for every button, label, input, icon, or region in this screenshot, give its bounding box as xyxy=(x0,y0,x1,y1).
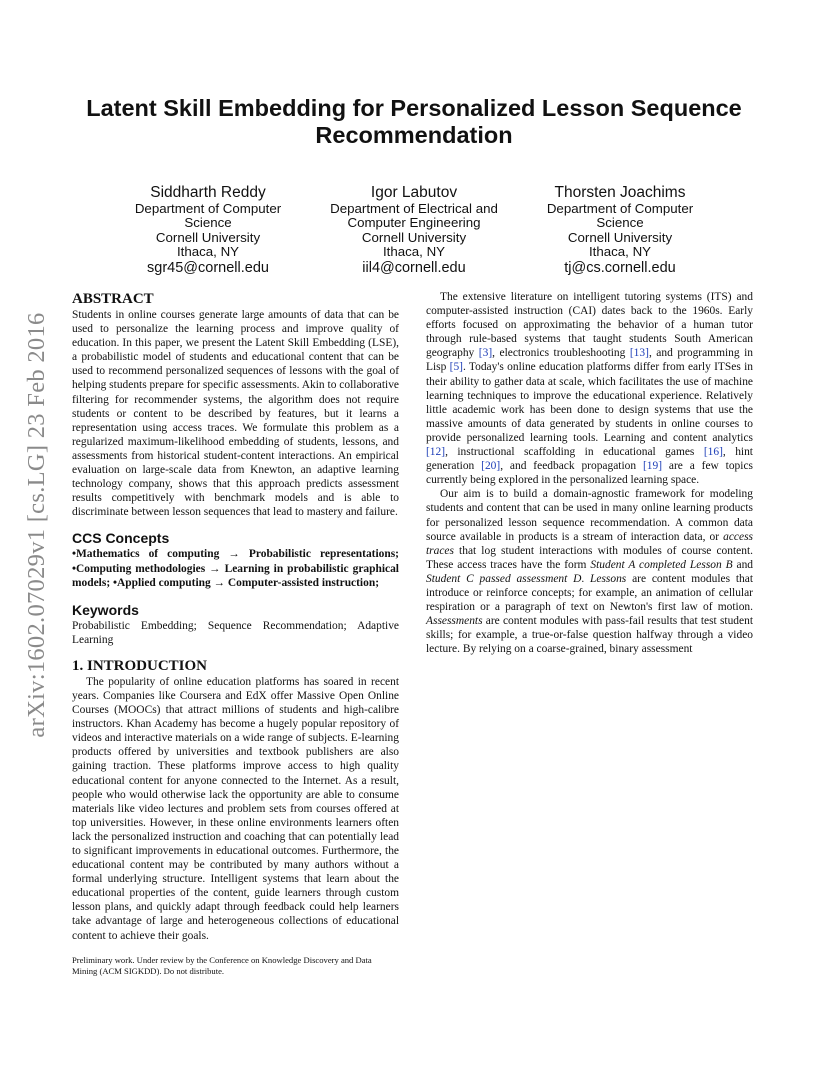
citation-link[interactable]: [3] xyxy=(478,347,493,360)
keywords-heading: Keywords xyxy=(72,601,139,618)
ccs-heading: CCS Concepts xyxy=(72,530,170,547)
ccs-text: •Mathematics of computing → Probabilistic representations; •Computing methodologies → Learning in probabilistic graphical models; •Applied computing → Computer-assisted instruction; xyxy=(72,548,399,589)
intro-paragraph-2: The extensive literature on intelligent tutoring systems (ITS) and computer-assisted instruction (CAI) dates back to the 1960s. Early efforts focused on approximating the behavior of a human tutor through rule-based systems that taught students South American geography [3], electronics troubleshooting [13], and programming in Lisp [5]. Today's online education platforms differ from early ITSes in their ability to gather data at scale, which facilitates the use of machine learning techniques to improve the educational experience. Relatively little academic work has been done to design systems that use the massive amounts of data generated by students in online courses to provide personalized learning tools. Learning and content analytics [12], instructional scaffolding in educational games [16], hint generation [20], and feedback propagation [19] are a few topics currently being explored in the personalized learning space. xyxy=(426,291,753,487)
author-1 xyxy=(110,184,306,276)
author-name: Igor Labutov xyxy=(370,184,458,201)
author-affiliation-line: Cornell University xyxy=(567,229,673,245)
right-column xyxy=(426,290,753,656)
footnote: Preliminary work. Under review by the Conference on Knowledge Discovery and Data Mining (ACM SIGKDD). Do not distribute. xyxy=(72,955,372,976)
citation-link[interactable]: [19] xyxy=(642,460,663,473)
abstract-heading: ABSTRACT xyxy=(72,291,154,307)
intro-paragraph-1: The popularity of online education platforms has soared in recent years. Companies like Coursera and EdX offer Massive Open Online Courses (MOOCs) that attract millions of students and high-calibre instructors. Khan Academy has become a hugely popular repository of videos and interactive materials on a wide range of subjects. E-learning products offered by universities and textbook publishers are also gaining traction. These platforms improve access to high quality educational content for anyone connected to the Internet. As a result, people who would otherwise lack the opportunity are able to consume materials like video lectures and problem sets from courses offered at top universities. However, in these online environments learners often lack the personalized instruction and coaching that can potentially lead to significant improvements in educational outcomes. Furthermore, the educational content may be contributed by many authors without a formal underlying structure. Intelligent systems that learn about the educational properties of the content, guide learners through custom lesson plans, and quickly adapt through feedback could help learners take advantage of large and heterogeneous collections of educational content to achieve their goals. xyxy=(72,675,399,942)
author-email: tj@cs.cornell.edu xyxy=(564,259,676,276)
author-2 xyxy=(316,184,512,276)
author-3 xyxy=(522,184,718,276)
left-column xyxy=(72,290,399,943)
author-affiliation-line: Science xyxy=(184,215,232,231)
paper-title: Latent Skill Embedding for Personalized Lesson Sequence Recommendation xyxy=(86,95,742,148)
citation-link[interactable]: [12] xyxy=(426,446,446,459)
author-affiliation-line: Department of Computer xyxy=(134,201,282,216)
author-name: Siddharth Reddy xyxy=(150,184,266,201)
author-affiliation-line: Department of Electrical and xyxy=(330,201,498,216)
author-affiliation-line: Cornell University xyxy=(361,229,467,245)
citation-link[interactable]: [20] xyxy=(481,460,501,473)
author-name: Thorsten Joachims xyxy=(554,184,686,201)
intro-paragraph-3: Our aim is to build a domain-agnostic framework for modeling students and content that can be used in many online learning products for personalized lesson sequence recommendation. A common data source available in products is a stream of interaction data, or access traces that log student interactions with modules of course content. These access traces have the form Student A completed Lesson B and Student C passed assessment D. Lessons are content modules that introduce or reinforce concepts; for example, an animation of cellular respiration or a paragraph of text on Newton's first law of motion. Assessments are content modules with pass-fail results that test student skills; for example, a true-or-false question halfway through a video lecture. By relying on a coarse-grained, binary assessment xyxy=(426,488,754,656)
arxiv-side-identifier xyxy=(20,290,54,760)
author-affiliation-line: Ithaca, NY xyxy=(588,244,652,260)
author-email: sgr45@cornell.edu xyxy=(147,259,269,276)
keywords-text: Probabilistic Embedding; Sequence Recommendation; Adaptive Learning xyxy=(72,619,399,646)
author-email: iil4@cornell.edu xyxy=(362,259,466,276)
citation-link[interactable]: [5] xyxy=(449,361,463,374)
abstract-text: Students in online courses generate large amounts of data that can be used to personalize the learning process and improve quality of education. In this paper, we present the Latent Skill Embedding (LSE), a probabilistic model of students and educational content that can be used to recommend personalized sequences of lessons with the goal of helping students prepare for specific assessments. Akin to collaborative filtering for recommender systems, the algorithm does not require students or content to be described by features, but it learns a representation using access traces. We formulate this problem as a regularized maximum-likelihood embedding of students, lessons, and assessments from historical student-content interactions. An empirical evaluation on large-scale data from Knewton, an adaptive learning technology company, shows that this approach predicts assessment results competitively with benchmark models and is able to discriminate between lesson sequences that lead to mastery and failure. xyxy=(72,309,399,519)
introduction-heading: 1. INTRODUCTION xyxy=(72,657,208,674)
author-affiliation-line: Computer Engineering xyxy=(347,215,481,231)
author-affiliation-line: Ithaca, NY xyxy=(382,244,446,260)
arxiv-identifier-text: arXiv:1602.07029v1 [cs.LG] 23 Feb 2016 xyxy=(23,312,50,738)
author-block xyxy=(110,184,718,276)
author-affiliation-line: Ithaca, NY xyxy=(176,244,240,260)
author-affiliation-line: Cornell University xyxy=(155,229,261,245)
citation-link[interactable]: [13] xyxy=(629,347,649,360)
author-affiliation-line: Science xyxy=(596,215,644,231)
author-affiliation-line: Department of Computer xyxy=(546,201,694,216)
citation-link[interactable]: [16] xyxy=(703,446,723,459)
